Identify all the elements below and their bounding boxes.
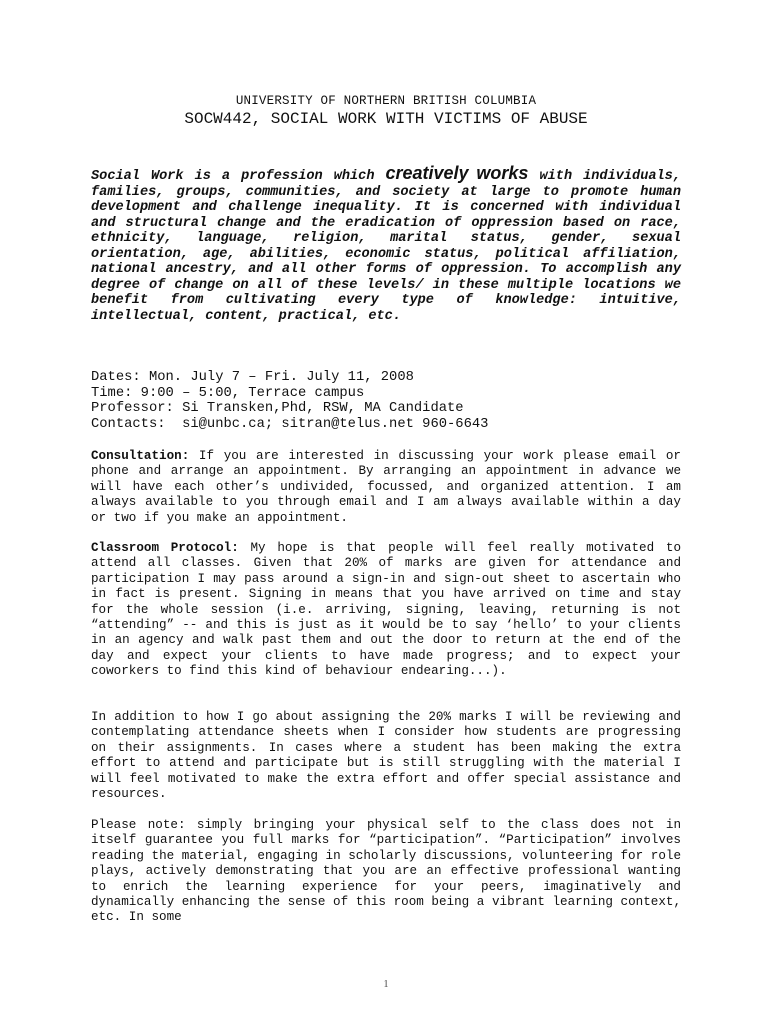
course-professor: Professor: Si Transken,Phd, RSW, MA Candidate [91,401,464,416]
intro-text-end: with individuals, families, groups, communities, and society at large to promote human development and challenge inequality. It is concerned with individual and structural change and the eradication of oppression based on race, ethnicity, language, religion, marital status, gender, sexual orientation, age, abilities, economic status, political affiliation, national ancestry, and all other forms of oppression. To accomplish any degree of change on all of these levels/ in these multiple locations we benefit from cultivating every type of knowledge: intuitive, intellectual, content, practical, etc. [91,169,682,324]
course-time: Time: 9:00 – 5:00, Terrace campus [91,385,365,401]
participation-note-paragraph: Please note: simply bringing your physical self to the class does not in itself guarantee you full marks for “participation”. “Participation” involves reading the material, engaging in scholarly discussions, volunteering for role plays, actively demonstrating that you are an effective professional wanting to enrich the learning experience for your peers, imaginatively and dynamically enhancing the sense of this room being a vibrant learning context, etc. In some [91,818,681,925]
course-info-block [91,370,681,432]
course-contacts: Contacts: si@unbc.ca; sitran@telus.net 960-6643 [91,416,489,432]
intro-text-start: Social Work is a profession which [91,169,386,184]
intro-emphasis: creatively works [385,163,529,183]
university-name: UNIVERSITY OF NORTHERN BRITISH COLUMBIA [235,94,537,108]
classroom-protocol-paragraph [91,541,681,680]
consultation-label: Consultation: [91,449,190,463]
consultation-text: If you are interested in discussing your work please email or phone and arrange an appointment. By arranging an appointment in advance we will have each other’s undivided, focussed, and organized attention. I am always available to you through email and I am always available within a day or two if you make an appointment. [91,449,681,525]
intro-paragraph [91,163,682,324]
page-number: 1 [383,979,389,990]
marks-paragraph: In addition to how I go about assigning the 20% marks I will be reviewing and contemplating attendance sheets when I consider how students are progressing on their assignments. In cases where a student has been making the extra effort to attend and participate but is still struggling with the material I will feel motivated to make the extra effort and offer special assistance and resources. [91,710,681,802]
course-title: SOCW442, SOCIAL WORK WITH VICTIMS OF ABUSE [184,110,588,128]
classroom-protocol-text: My hope is that people will feel really motivated to attend all classes. Given that 20% of marks are given for attendance and participation I may pass around a sign-in and sign-out sheet to ascertain who in fact is present. Signing in means that you have arrived on time and stay for the whole session (i.e. arriving, signing, leaving, returning is not “attending” -- and this is just as it would be to say ‘hello’ to your clients in an agency and walk past them and out the door to return at the end of the day and expect your clients to have made progress; and to expect your coworkers to find this kind of behaviour endearing...). [91,541,682,679]
consultation-paragraph [91,449,681,526]
course-dates: Dates: Mon. July 7 – Fri. July 11, 2008 [91,370,414,385]
classroom-protocol-label: Classroom Protocol: [91,541,239,555]
